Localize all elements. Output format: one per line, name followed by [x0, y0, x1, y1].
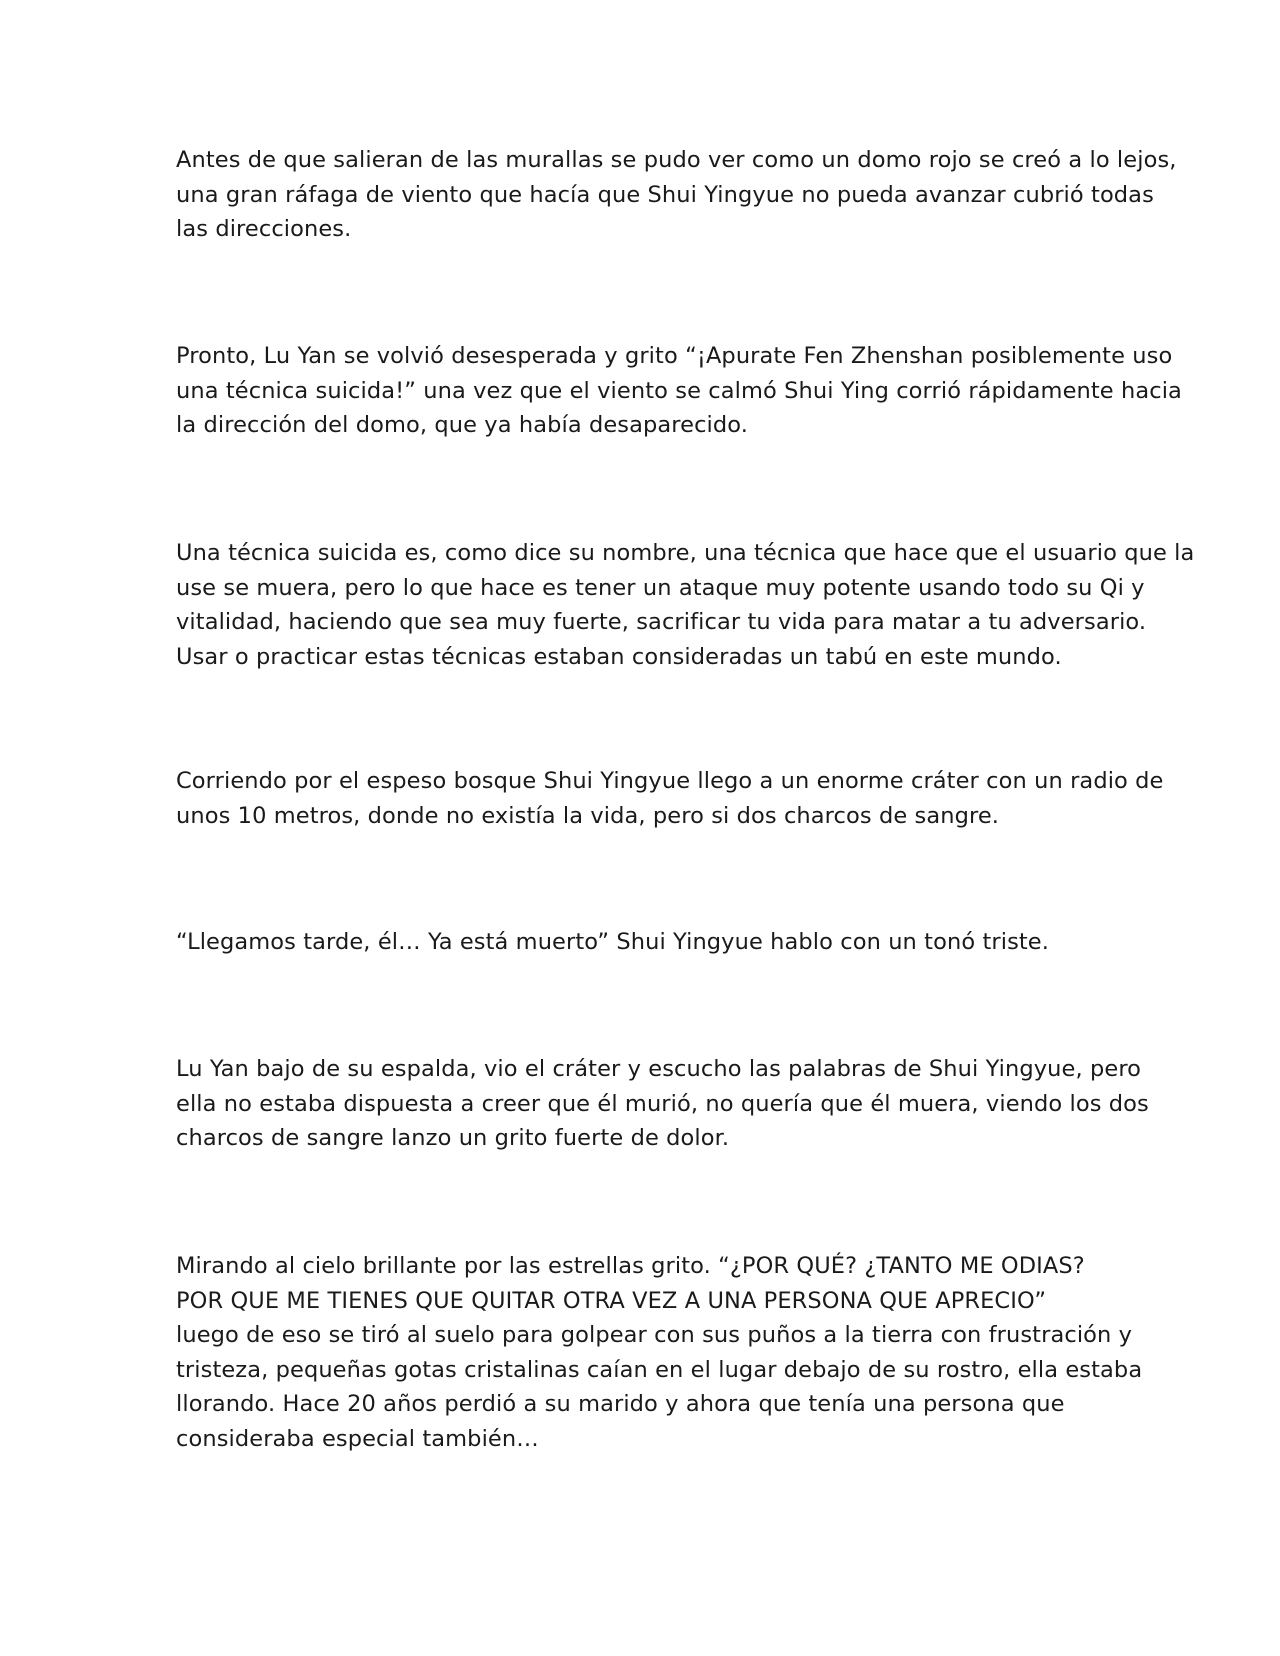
- text-line: vitalidad, haciendo que sea muy fuerte, sacrificar tu vida para matar a tu adversario.: [176, 609, 1147, 635]
- paragraph-7: [176, 1249, 1143, 1456]
- text-line: Pronto, Lu Yan se volvió desesperada y grito “¡Apurate Fen Zhenshan posiblemente uso: [176, 343, 1173, 369]
- text-line: unos 10 metros, donde no existía la vida, pero si dos charcos de sangre.: [176, 802, 1000, 829]
- paragraph-2: [176, 339, 1182, 443]
- paragraph-4: [176, 764, 1164, 833]
- paragraph-6: [176, 1052, 1149, 1156]
- text-line: Corriendo por el espeso bosque Shui Yingyue llego a un enorme cráter con un radio de: [176, 768, 1164, 794]
- text-line: la dirección del domo, que ya había desaparecido.: [176, 412, 749, 438]
- text-line: Lu Yan bajo de su espalda, vio el cráter y escucho las palabras de Shui Yingyue, pero: [176, 1056, 1142, 1082]
- text-line: POR QUE ME TIENES QUE QUITAR OTRA VEZ A UNA PERSONA QUE APRECIO”: [176, 1287, 1047, 1314]
- text-line: ella no estaba dispuesta a creer que él murió, no quería que él muera, viendo los dos: [176, 1090, 1149, 1117]
- text-line: Antes de que salieran de las murallas se pudo ver como un domo rojo se creó a lo lejos,: [176, 147, 1177, 173]
- text-line: consideraba especial también…: [176, 1425, 539, 1452]
- text-line: use se muera, pero lo que hace es tener un ataque muy potente usando todo su Qi y: [176, 574, 1145, 601]
- text-line: “Llegamos tarde, él… Ya está muerto” Shui Yingyue hablo con un tonó triste.: [176, 929, 1050, 955]
- text-line: una técnica suicida!” una vez que el viento se calmó Shui Ying corrió rápidamente hacia: [176, 377, 1182, 404]
- text-line: Usar o practicar estas técnicas estaban consideradas un tabú en este mundo.: [176, 643, 1062, 670]
- paragraph-3: [176, 536, 1195, 674]
- text-line: llorando. Hace 20 años perdió a su marido y ahora que tenía una persona que: [176, 1391, 1065, 1417]
- text-line: una gran ráfaga de viento que hacía que Shui Yingyue no pueda avanzar cubrió todas: [176, 181, 1154, 208]
- text-line: las direcciones.: [176, 216, 352, 242]
- text-line: tristeza, pequeñas gotas cristalinas caían en el lugar debajo de su rostro, ella estaba: [176, 1356, 1143, 1383]
- text-line: luego de eso se tiró al suelo para golpear con sus puños a la tierra con frustración y: [176, 1322, 1133, 1348]
- paragraph-1: [176, 143, 1177, 247]
- text-line: Mirando al cielo brillante por las estrellas grito. “¿POR QUÉ? ¿TANTO ME ODIAS?: [176, 1253, 1085, 1279]
- paragraph-5: [176, 925, 1116, 960]
- text-line: Una técnica suicida es, como dice su nombre, una técnica que hace que el usuario que la: [176, 540, 1195, 566]
- text-line: charcos de sangre lanzo un grito fuerte de dolor.: [176, 1125, 730, 1151]
